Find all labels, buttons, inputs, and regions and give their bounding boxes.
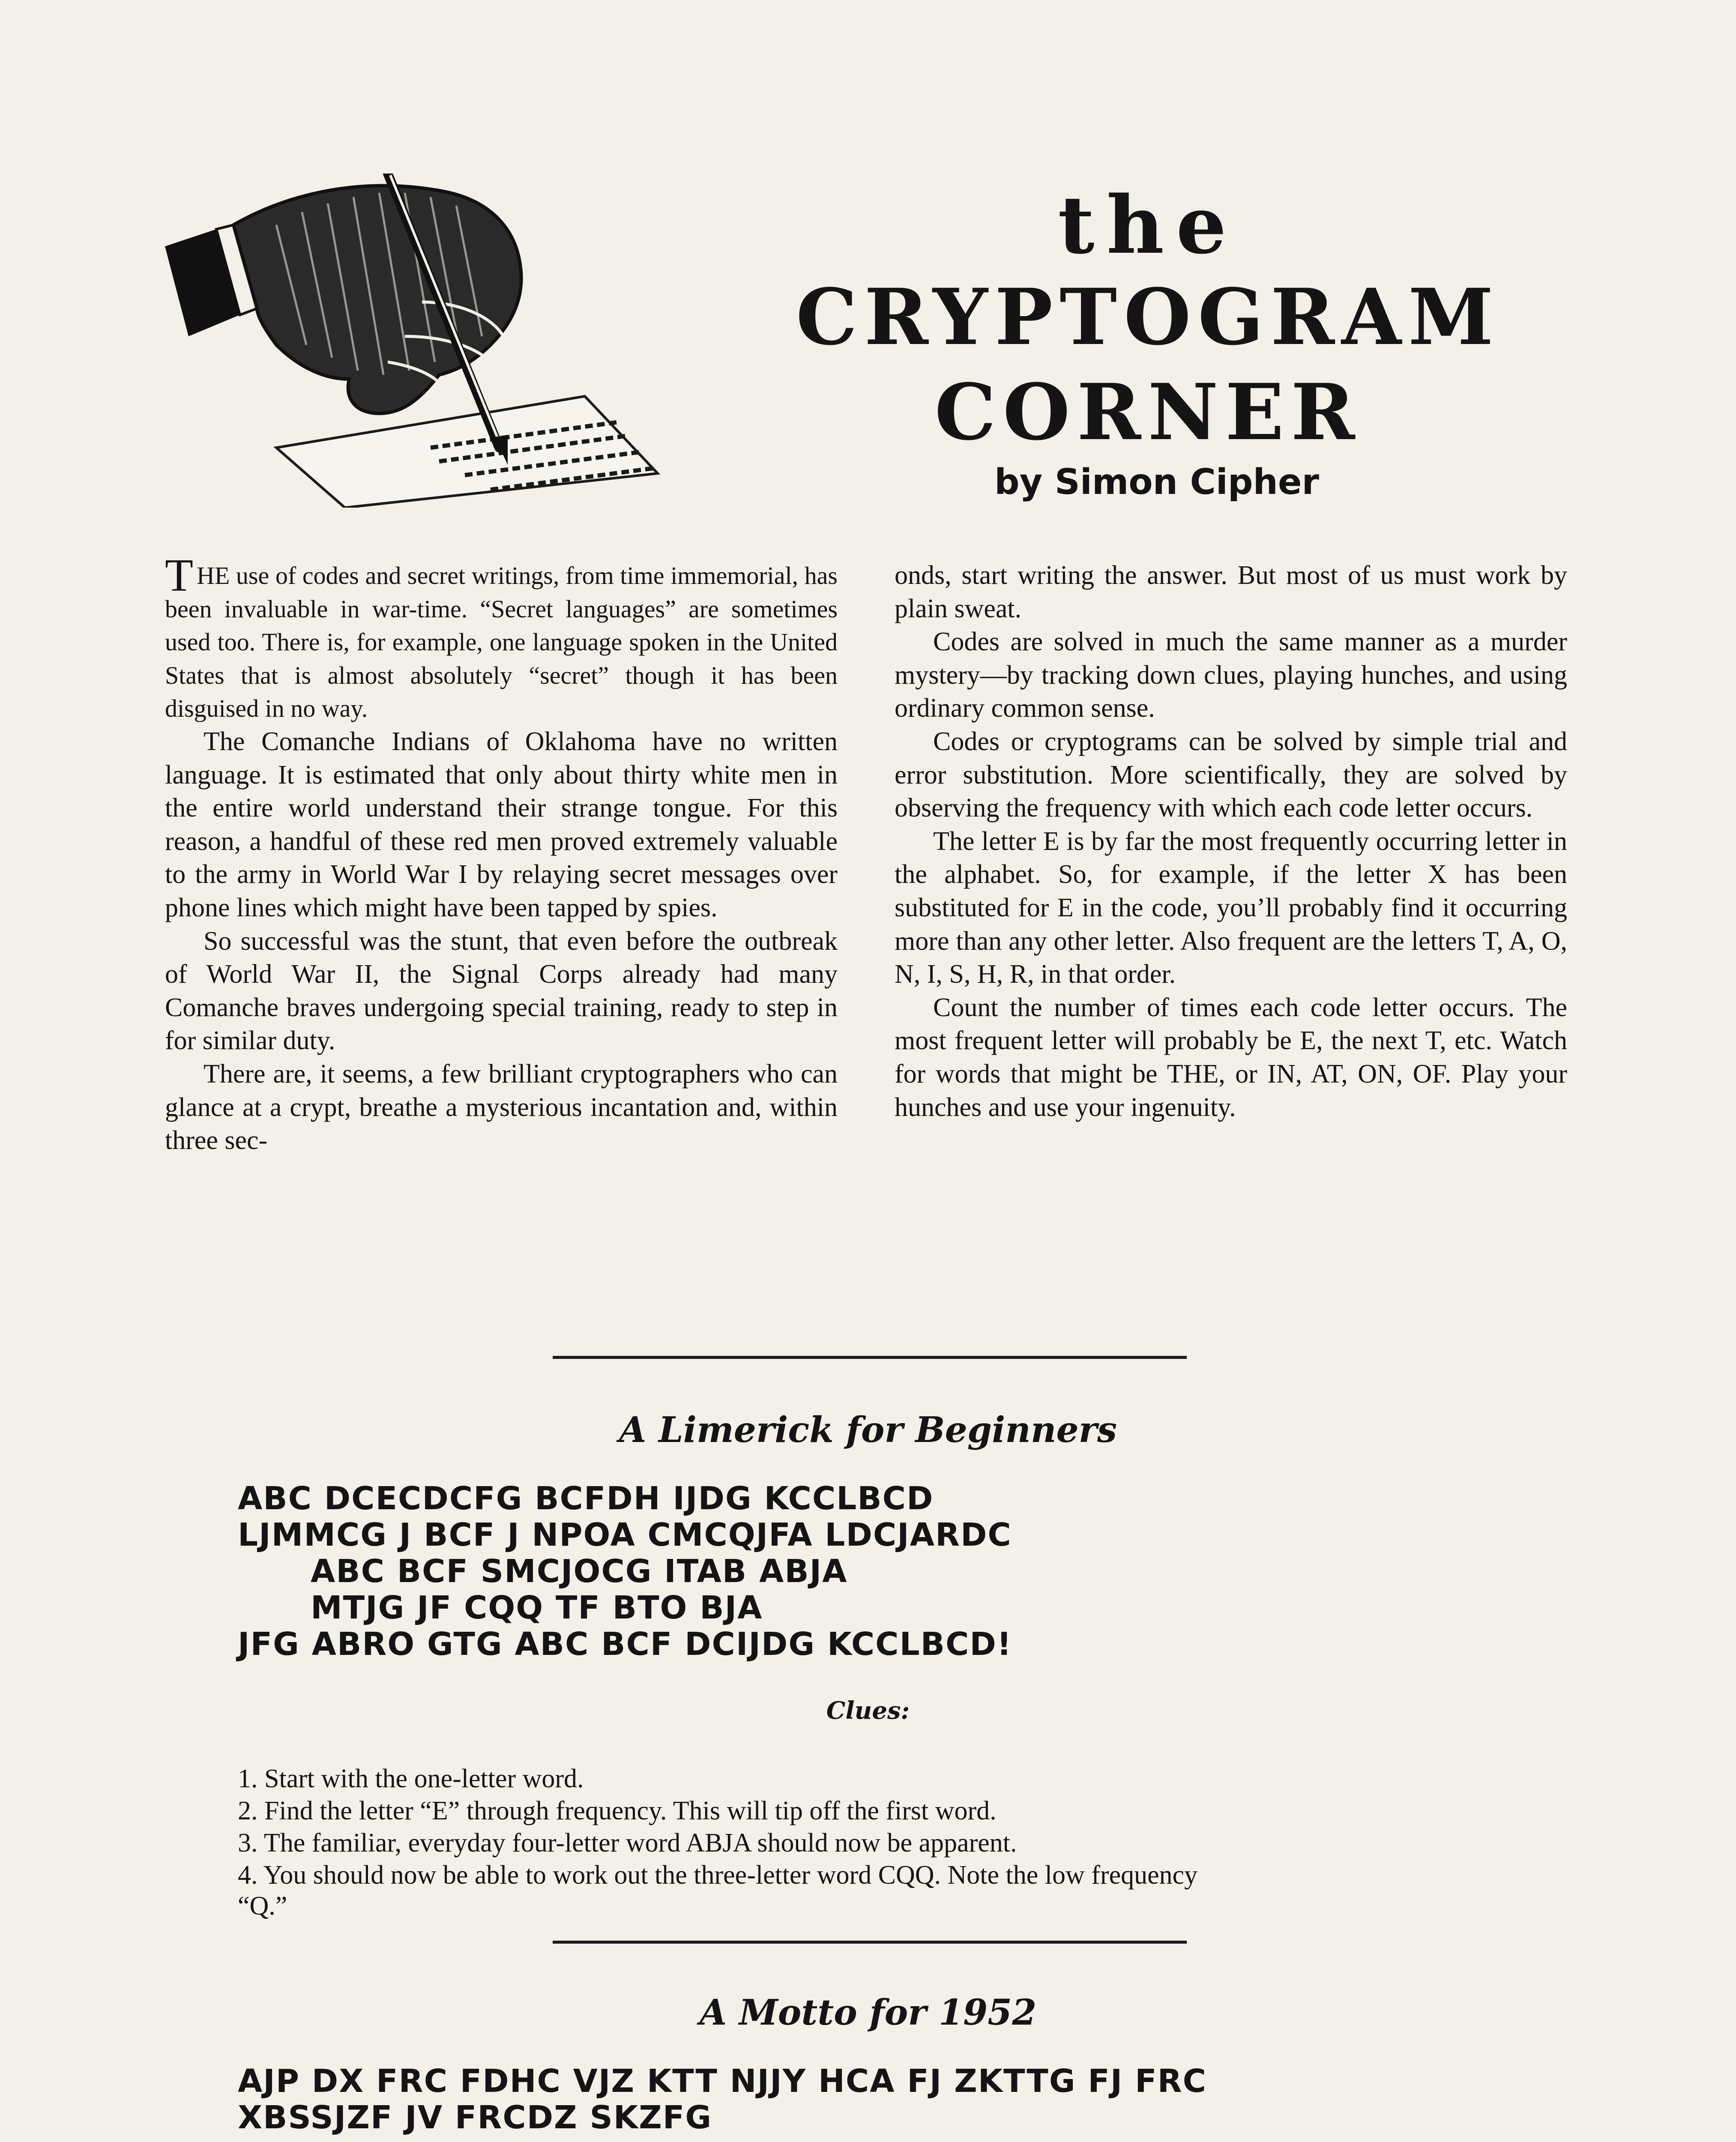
motto-heading: A Motto for 1952 — [699, 1992, 1037, 2033]
limerick-heading: A Limerick for Beginners — [619, 1409, 1117, 1451]
section-divider — [553, 1356, 1187, 1359]
byline: by Simon Cipher — [994, 462, 1319, 503]
article-paragraph: So successful was the stunt, that even before the outbreak of World War II, the Signal Corps already had many Comanche braves undergoing special training, ready to step in for similar duty. — [165, 926, 838, 1056]
drop-cap: T — [165, 550, 193, 601]
article-paragraph: Count the number of times each code letter occurs. The most frequent letter will probably be E, the next T, etc. Watch for words that might be THE, or IN, AT, ON, OF. Play your hunches and use your ingenuity. — [895, 993, 1567, 1122]
article-paragraph: The letter E is by far the most frequently occurring letter in the alphabet. So, for example, if the letter X has been substituted for E in the code, you’ll probably find it occurring more than any other letter. Also frequent are the letters T, A, O, N, I, S, H, R, in that order. — [895, 826, 1567, 989]
title-block — [703, 180, 1594, 460]
limerick-line: LJMMCG J BCF J NPOA CMCQJFA LDCJARDC — [238, 1517, 1012, 1553]
motto-line: XBSSJZF JV FRCDZ SKZFG — [238, 2099, 712, 2136]
motto-line: AJP DX FRC FDHC VJZ KTT NJJY HCA FJ ZKTTG FJ FRC — [238, 2063, 1207, 2100]
clue-item: 2. Find the letter “E” through frequency. This will tip off the first word. — [238, 1796, 997, 1825]
article-paragraph: Codes or cryptograms can be solved by simple trial and error substitution. More scientifically, they are solved by observing the frequency with which each code letter occurs. — [895, 727, 1567, 823]
title-the: the — [1058, 178, 1239, 272]
clue-item: 4. You should now be able to work out the three-letter word CQQ. Note the low frequency — [238, 1861, 1198, 1890]
article-paragraph — [165, 550, 838, 725]
paragraph-text: HE use of codes and secret writings, from time immemorial, has been invaluable in war-time. “Secret languages” are sometimes used too. There is, for example, one language spoken in the United States that is almost absolutely “secret” though it has been disguised in no way. — [165, 562, 838, 723]
limerick-line: ABC BCF SMCJOCG ITAB ABJA — [311, 1553, 848, 1590]
article-paragraph: Codes are solved in much the same manner as a murder mystery—by tracking down clues, playing hunches, and using ordinary common sense. — [895, 627, 1567, 723]
limerick-line: ABC DCECDCFG BCFDH IJDG KCCLBCD — [238, 1480, 934, 1517]
clue-item: 3. The familiar, everyday four-letter word ABJA should now be apparent. — [238, 1828, 1017, 1858]
limerick-line: MTJG JF CQQ TF BTO BJA — [311, 1589, 763, 1626]
clue-item: “Q.” — [238, 1891, 287, 1921]
section-divider — [553, 1941, 1187, 1944]
hand-writing-with-pen-icon — [165, 174, 679, 508]
clues-heading: Clues: — [826, 1696, 910, 1725]
title-line-corner: CORNER — [934, 367, 1362, 458]
article-right-column — [895, 559, 1567, 1124]
article-paragraph: The Comanche Indians of Oklahoma have no written language. It is estimated that only about thirty white men in the entire world understand their strange tongue. For this reason, a handful of these red men proved extremely valuable to the army in World War I by relaying secret messages over phone lines which might have been tapped by spies. — [165, 727, 838, 922]
article-paragraph: There are, it seems, a few brilliant cryptographers who can glance at a crypt, breathe a mysterious incantation and, within three sec- — [165, 1059, 838, 1155]
title-line-cryptogram: CRYPTOGRAM — [796, 272, 1501, 362]
limerick-line: JFG ABRO GTG ABC BCF DCIJDG KCCLBCD! — [238, 1626, 1012, 1663]
article-left-column — [165, 550, 838, 1158]
clue-item: 1. Start with the one-letter word. — [238, 1764, 584, 1793]
article-paragraph: onds, start writing the answer. But most of us must work by plain sweat. — [895, 561, 1567, 623]
